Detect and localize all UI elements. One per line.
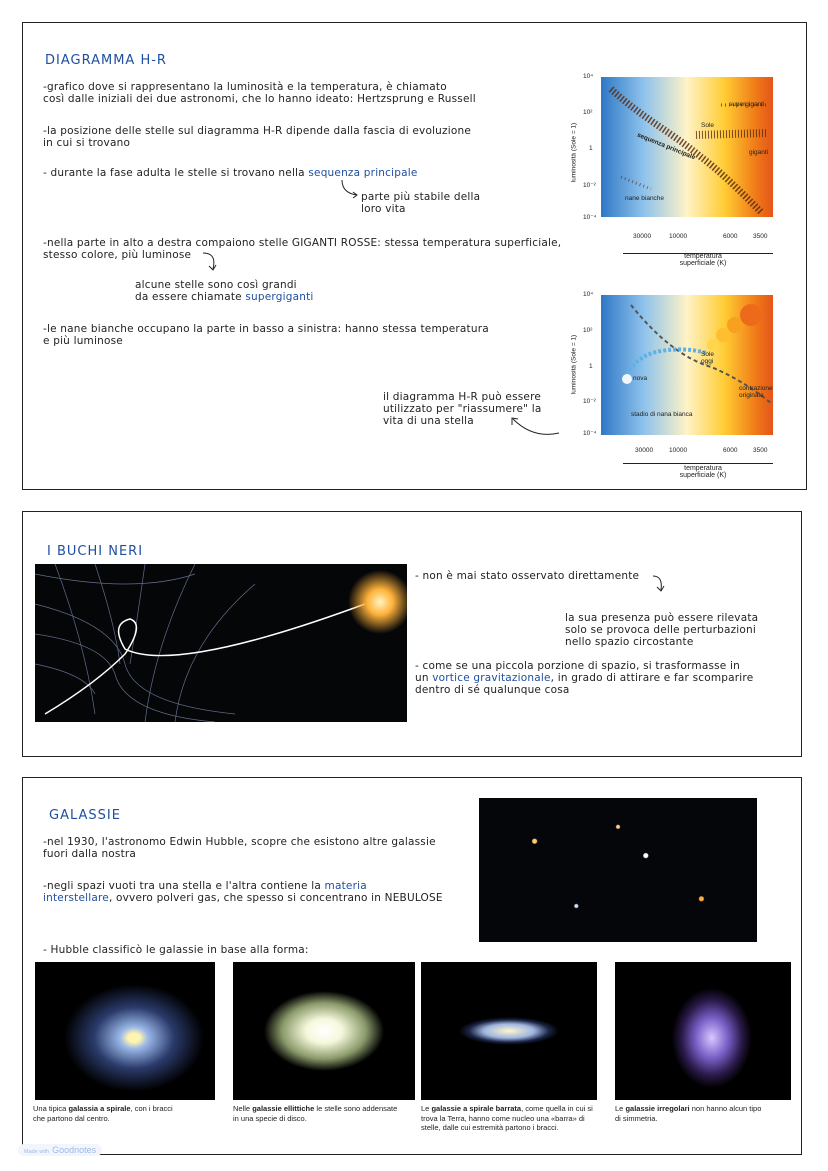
chart1-y-tick: 10² [583, 109, 593, 116]
highlight-supergiants: supergiganti [245, 291, 314, 303]
black-hole-illustration [35, 564, 407, 722]
note-supergiants [135, 279, 395, 303]
caption-spiral-post: , con i bracci che partono dal centro. [33, 1104, 173, 1123]
note-adult-phase [43, 167, 563, 179]
caption-elliptical-pre: Nelle [233, 1104, 253, 1113]
chart1-label-sun: Sole [701, 122, 715, 129]
note-stable-part: parte più stabile della loro vita [361, 191, 481, 215]
goodnotes-made-with: Made with [24, 1149, 50, 1155]
caption-irregular-pre: Le [615, 1104, 626, 1113]
caption-barred-spiral [421, 1104, 611, 1133]
note-supergiants-text: alcune stelle sono così grandi da essere chiamate [135, 279, 297, 303]
hr-chart-evolution [563, 291, 773, 487]
note-red-giants: -nella parte in alto a destra compaiono stelle GIGANTI ROSSE: stessa temperatura superficiale, stesso colore, più luminose [43, 237, 562, 261]
chart1-label-main-sequence: sequenza principale [635, 131, 697, 162]
page-galaxies [22, 777, 802, 1155]
note-interstellar-text-a: -negli spazi vuoti tra una stella e l'altra contiene la [43, 880, 325, 892]
caption-barred-bold: galassie a spirale barrata [431, 1104, 522, 1113]
chart2-label-contraction: contrazione originale [739, 385, 773, 399]
section-title-galaxies: GALASSIE [49, 808, 121, 823]
caption-elliptical [233, 1104, 419, 1123]
note-hubble-classification: - Hubble classificò le galassie in base alla forma: [43, 944, 309, 956]
caption-barred-pre: Le [421, 1104, 432, 1113]
chart2-y-label: luminosità (Sole = 1) [570, 334, 578, 395]
note-gravitational-vortex [415, 660, 785, 696]
chart2-x-label: temperatura superficiale (K) [679, 465, 727, 479]
caption-elliptical-bold: galassie ellittiche [252, 1104, 315, 1113]
chart2-x-tick: 10000 [669, 447, 688, 454]
page-hr-diagram [22, 22, 807, 490]
chart2-x-tick: 30000 [635, 447, 654, 454]
chart2-label-dwarf-stage: stadio di nana bianca [631, 411, 693, 418]
arrow-icon [651, 570, 667, 594]
spiral-galaxy-photo [35, 962, 215, 1100]
chart1-x-tick: 3500 [753, 233, 768, 240]
hr-chart-main [563, 71, 773, 271]
chart2-label-sun: Sole oggi [701, 351, 715, 365]
chart1-label-dwarfs: nane bianche [625, 195, 665, 202]
chart1-y-tick: 10⁻⁴ [583, 214, 597, 221]
note-star-position: -la posizione delle stelle sul diagramma H-R dipende dalla fascia di evoluzione in cui si trovano [43, 125, 472, 149]
chart2-x-tick: 3500 [753, 447, 768, 454]
chart1-y-label: luminosità (Sole = 1) [570, 122, 578, 183]
caption-irregular [615, 1104, 791, 1123]
chart1-label-supergiants: supergiganti [729, 101, 765, 108]
caption-barred-post: , come quella in cui si trova la Terra, hanno come nucleo una «barra» di stelle, dalle cui estremità partono i bracci. [421, 1104, 593, 1132]
arrow-icon [199, 251, 221, 275]
caption-irregular-bold: galassie irregolari [625, 1104, 690, 1113]
chart2-x-tick: 6000 [723, 447, 738, 454]
arrow-icon [339, 179, 361, 199]
note-detection: la sua presenza può essere rilevata solo se provoca delle perturbazioni nello spazio circostante [565, 612, 759, 648]
deep-field-photo [479, 798, 757, 942]
highlight-interstellar: materia interstellare [43, 880, 367, 904]
chart2-plot [601, 295, 773, 435]
elliptical-galaxy-photo [233, 962, 415, 1100]
chart2-y-tick: 10⁴ [583, 291, 594, 298]
chart2-y-tick: 1 [589, 363, 593, 370]
note-hr-definition: -grafico dove si rappresentano la luminosità e la temperatura, è chiamato così dalle iniziali dei due astronomi, che lo hanno ideato: Hertzsprung e Russell [43, 81, 476, 105]
chart1-y-tick: 1 [589, 145, 593, 152]
chart2-y-tick: 10⁻² [583, 398, 596, 405]
note-hubble-1930: -nel 1930, l'astronomo Edwin Hubble, scopre che esistono altre galassie fuori dalla nostra [43, 836, 436, 860]
goodnotes-brand: Goodnotes [52, 1145, 97, 1155]
highlight-vortex: vortice gravitazionale [432, 672, 551, 684]
black-hole-graphic [35, 564, 407, 722]
highlight-main-sequence: sequenza principale [308, 167, 418, 179]
chart1-y-tick: 10⁴ [583, 73, 594, 80]
note-adult-phase-text: - durante la fase adulta le stelle si trovano nella [43, 167, 309, 179]
chart1-x-tick: 6000 [723, 233, 738, 240]
chart1-y-ticks [583, 73, 601, 223]
note-white-dwarfs: -le nane bianche occupano la parte in basso a sinistra: hanno stessa temperatura e più luminose [43, 323, 489, 347]
note-interstellar-text-b: , ovvero polveri gas, che spesso si concentrano in NEBULOSE [108, 892, 443, 904]
note-vortex-text-a: - come se una piccola porzione di spazio, si trasformasse in un [415, 660, 740, 684]
chart1-x-tick: 30000 [633, 233, 652, 240]
chart2-x-arrow [623, 463, 773, 464]
note-never-observed: - non è mai stato osservato direttamente [415, 570, 640, 582]
note-interstellar [43, 880, 483, 904]
caption-spiral-bold: galassia a spirale [68, 1104, 131, 1113]
barred-spiral-galaxy-photo [421, 962, 597, 1100]
chart1-x-label: temperatura superficiale (K) [679, 253, 727, 267]
caption-elliptical-post: le stelle sono addensate in una specie di disco. [233, 1104, 398, 1123]
chart2-y-tick: 10² [583, 327, 593, 334]
section-title-hr: DIAGRAMMA H-R [45, 53, 167, 68]
page-black-holes [22, 511, 802, 757]
chart1-plot [601, 77, 773, 217]
note-vortex-text-b: , in grado di attirare e far scomparire dentro di sé qualunque cosa [415, 672, 754, 696]
caption-irregular-post: non hanno alcun tipo di simmetria. [615, 1104, 762, 1123]
arrow-icon [503, 411, 563, 441]
chart1-y-tick: 10⁻² [583, 182, 596, 189]
caption-spiral [33, 1104, 219, 1123]
chart1-label-giants: giganti [749, 149, 769, 156]
chart1-x-tick: 10000 [669, 233, 688, 240]
goodnotes-badge[interactable] [18, 1144, 102, 1156]
chart2-y-tick: 10⁻⁴ [583, 430, 597, 437]
section-title-black-holes: I BUCHI NERI [47, 544, 144, 559]
caption-spiral-pre: Una tipica [33, 1104, 69, 1113]
chart2-y-ticks [583, 291, 601, 441]
chart2-label-nova: nova [633, 375, 648, 382]
irregular-galaxy-photo [615, 962, 791, 1100]
note-hr-summary: il diagramma H-R può essere utilizzato per "riassumere" la vita di una stella [383, 391, 542, 427]
